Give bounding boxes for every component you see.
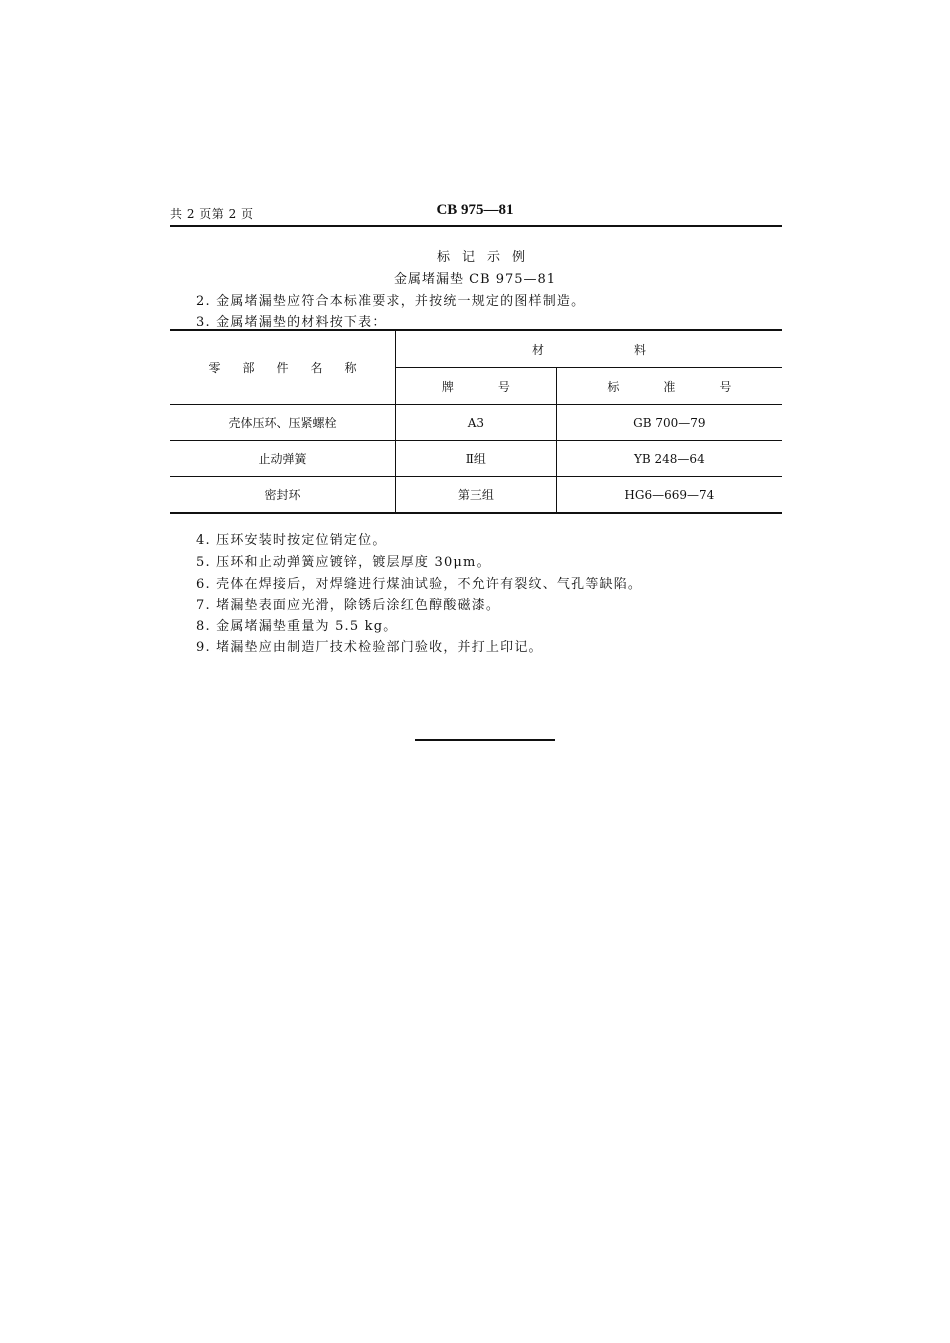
part-cell: 壳体压环、压紧螺栓 [170,405,396,441]
clause-6: 6. 壳体在焊接后，对焊缝进行煤油试验，不允许有裂纹、气孔等缺陷。 [196,577,643,592]
table-row [170,441,782,477]
clause-4: 4. 压环安装时按定位销定位。 [196,533,387,548]
table-row [170,405,782,441]
clause-5: 5. 压环和止动弹簧应镀锌，镀层厚度 30μm。 [196,555,491,570]
standard-cell: HG6—669—74 [556,477,782,514]
part-cell: 止动弹簧 [170,441,396,477]
grade-header: 牌号 [396,368,557,405]
table-row [170,477,782,514]
clause-2: 2. 金属堵漏垫应符合本标准要求，并按统一规定的图样制造。 [196,294,586,309]
grade-cell: Ⅱ组 [396,441,557,477]
material-header: 材料 [396,330,782,368]
part-cell: 密封环 [170,477,396,514]
standard-cell: YB 248—64 [556,441,782,477]
marking-example-text: 金属堵漏垫 CB 975—81 [393,272,557,287]
end-of-document-rule [415,739,555,741]
clause-7: 7. 堵漏垫表面应光滑，除锈后涂红色醇酸磁漆。 [196,598,501,613]
grade-cell: A3 [396,405,557,441]
page-indicator: 共 2 页第 2 页 [170,207,254,221]
part-name-header: 零部件名称 [170,330,396,405]
grade-cell: 第三组 [396,477,557,514]
clause-8: 8. 金属堵漏垫重量为 5.5 kg。 [196,619,398,634]
standard-header: 标准号 [556,368,782,405]
header-divider [170,225,782,227]
standard-cell: GB 700—79 [556,405,782,441]
clause-9: 9. 堵漏垫应由制造厂技术检验部门验收，并打上印记。 [196,640,543,655]
document-code: CB 975—81 [436,202,514,218]
clause-3: 3. 金属堵漏垫的材料按下表： [196,315,387,330]
materials-table [170,329,782,514]
marking-example-title: 标记示例 [436,250,537,265]
